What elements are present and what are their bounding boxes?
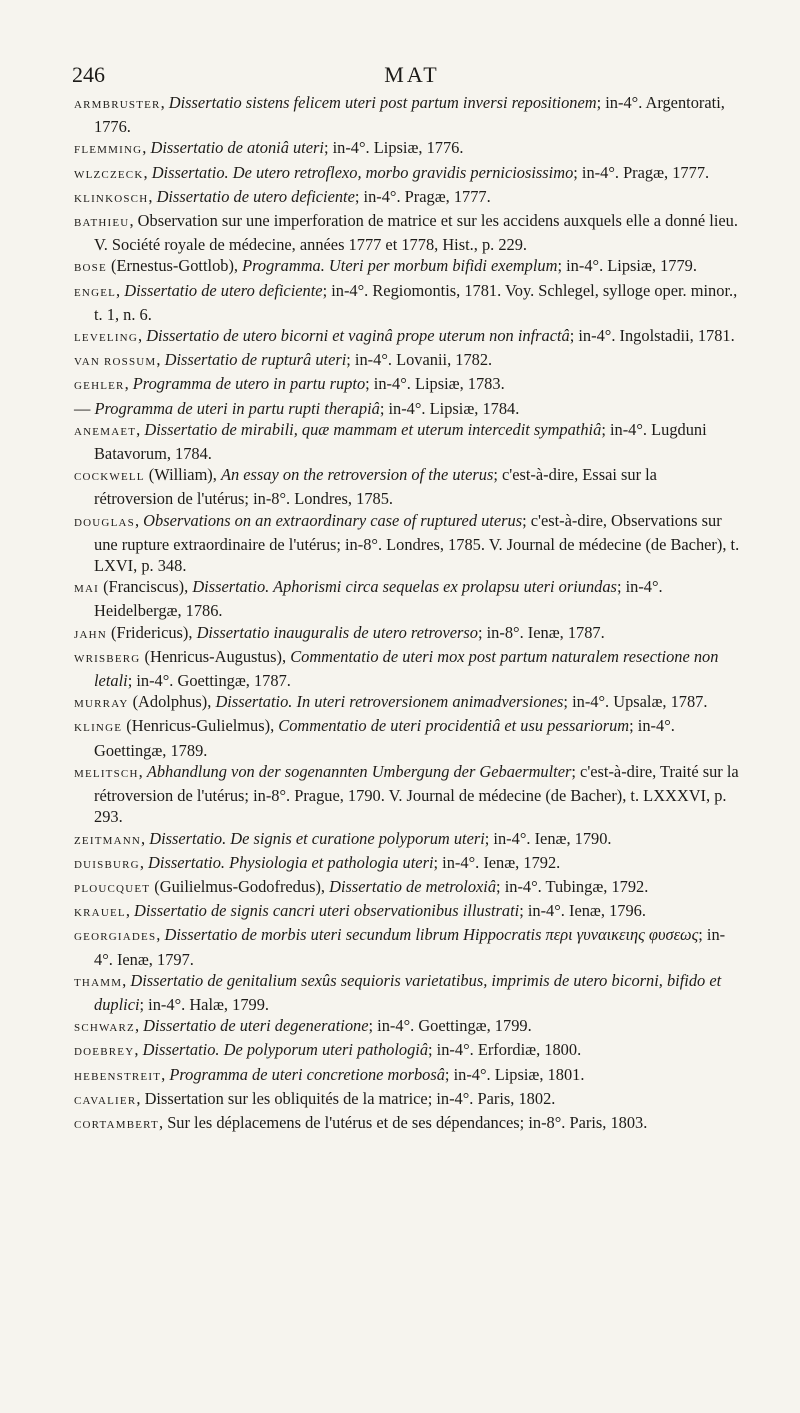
bibliography-entry — [74, 852, 740, 876]
entry-title: Dissertatio de mirabili, quæ mammam et uterum intercedit sympathiâ — [144, 419, 602, 439]
entry-details: ; c'est-à-dire, Observations sur une rupture extraordinaire de l'utérus; in-8°. Londres, 1785. V. Journal de médecine (de Bacher), t. LXVI, p. 348. — [94, 510, 740, 576]
entry-title: Dissertatio. Aphorismi circa sequelas ex prolapsu uteri oriundas — [192, 577, 617, 597]
bibliography-entry — [74, 924, 740, 969]
bibliography-entry — [74, 162, 740, 186]
entry-details: ; c'est-à-dire, Essai sur la rétroversion de l'utérus; in-8°. Londres, 1785. — [94, 465, 657, 509]
entry-details: ; in-4°. Ienæ, 1790. — [484, 828, 612, 848]
entry-separator: , — [156, 925, 165, 945]
entry-author: FLEMMING — [74, 144, 143, 157]
page-header — [72, 62, 752, 92]
entry-details: ; in-4°. Goettingæ, 1787. — [127, 671, 291, 691]
entry-details: Dissertation sur les obliquités de la matrice; in-4°. Paris, 1802. — [144, 1088, 556, 1108]
entry-separator: (William), — [144, 465, 221, 485]
entry-author: HEBENSTREIT — [74, 1070, 162, 1083]
entry-title: Dissertatio sistens felicem uteri post partum inversi repositionem — [168, 93, 597, 112]
entry-separator: , — [142, 138, 151, 158]
entry-author: ZEITMANN — [74, 834, 142, 847]
entry-author: SCHWARZ — [74, 1022, 135, 1035]
entry-author: KRAUEL — [74, 907, 126, 920]
entry-details: ; in-4°. Ienæ, 1792. — [433, 852, 561, 872]
entry-author: THAMM — [74, 976, 123, 989]
entry-details: ; in-4°. Halæ, 1799. — [139, 994, 270, 1014]
entry-details: ; in-4°. Upsalæ, 1787. — [563, 692, 708, 712]
entry-details: ; in-4°. Ienæ, 1797. — [94, 925, 726, 969]
entry-title: Dissertatio de utero bicorni et vaginâ prope uterum non infractâ — [146, 326, 570, 346]
entry-author: KLINKOSCH — [74, 192, 149, 205]
entry-author: PLOUCQUET — [74, 882, 151, 895]
entry-separator: (Henricus-Augustus), — [140, 646, 291, 666]
entry-title: Dissertatio de utero deficiente — [124, 280, 323, 300]
bibliography-entry — [74, 210, 740, 255]
entry-author: BOSE — [74, 262, 107, 275]
running-head: MAT — [384, 62, 440, 87]
entry-author: CAVALIER — [74, 1094, 137, 1107]
entry-author: JAHN — [74, 628, 107, 641]
entry-separator: (Fridericus), — [106, 622, 197, 642]
entry-title: Dissertatio. Physiologia et pathologia uteri — [148, 852, 434, 872]
bibliography-entry — [74, 280, 740, 325]
bibliography-entry — [74, 622, 740, 646]
bibliography-entry — [74, 576, 740, 621]
bibliography-entry — [74, 92, 740, 137]
entry-separator: , — [160, 93, 169, 112]
bibliography-entry — [74, 1088, 740, 1112]
entry-title: Dissertatio de genitalium sexûs sequioris varietatibus, imprimis de utero bicorni, bifido et duplici — [94, 970, 722, 1014]
entry-details: Sur les déplacemens de l'utérus et de ses dépendances; in-8°. Paris, 1803. — [167, 1112, 648, 1132]
entry-title: Dissertatio de rupturâ uteri — [164, 350, 347, 370]
entry-details: ; in-4°. Ingolstadii, 1781. — [569, 326, 735, 346]
entry-details: ; in-4°. Lipsiæ, 1779. — [557, 256, 697, 276]
entry-title: Programma de utero in partu rupto — [132, 374, 366, 394]
entry-separator: (Henricus-Gulielmus), — [122, 716, 279, 736]
entry-author: KLINGE — [74, 722, 123, 735]
entry-author: ANEMAET — [74, 425, 137, 438]
entry-title: Commentatio de uteri mox post partum naturalem resectione non letali — [94, 646, 719, 691]
entry-author: DUISBURG — [74, 858, 140, 871]
entry-author: WLZCZECK — [74, 168, 144, 181]
entry-title: Dissertatio. De signis et curatione polyporum uteri — [149, 828, 485, 848]
entry-details: ; in-4°. Heidelbergæ, 1786. — [94, 577, 663, 621]
entry-separator: , — [136, 419, 145, 439]
bibliography-entry — [74, 186, 740, 210]
entry-separator: , — [141, 828, 150, 848]
bibliography-entry — [74, 373, 740, 397]
entry-author: BATHIEU — [74, 217, 130, 230]
bibliography-entry — [74, 900, 740, 924]
bibliography-entry — [74, 876, 740, 900]
entry-separator: , — [137, 326, 147, 346]
entry-details: ; in-4°. Lipsiæ, 1801. — [444, 1064, 585, 1084]
entry-author: MAI — [74, 583, 99, 596]
entry-separator: , — [156, 350, 165, 370]
bibliography-entry — [74, 691, 740, 715]
bibliography-list — [74, 92, 740, 1136]
entry-separator: , — [161, 1064, 170, 1084]
entry-title: Dissertatio. De polyporum uteri pathologiâ — [142, 1040, 429, 1060]
entry-details: ; in-4°. Goettingæ, 1799. — [368, 1016, 532, 1036]
entry-details: ; in-4°. Regiomontis, 1781. Voy. Schlegel, sylloge oper. minor., t. 1, n. 6. — [94, 280, 738, 324]
bibliography-entry — [74, 828, 740, 852]
entry-separator: , — [134, 1016, 144, 1036]
entry-author: DOUGLAS — [74, 516, 135, 529]
entry-separator: , — [138, 761, 147, 781]
entry-author: DOEBREY — [74, 1046, 135, 1059]
entry-author: LEVELING — [74, 332, 138, 345]
entry-details: ; in-4°. Pragæ, 1777. — [354, 186, 491, 206]
entry-separator: , — [139, 852, 149, 872]
entry-author: COCKWELL — [74, 471, 145, 484]
bibliography-entry — [74, 1064, 740, 1088]
entry-title: Observations on an extraordinary case of ruptured uterus — [143, 510, 523, 530]
entry-title: Programma de uteri in partu rupti therapiâ — [94, 398, 380, 418]
entry-title: Dissertatio de morbis uteri secundum librum Hippocratis περι γυναικειης φυσεως — [164, 925, 699, 945]
entry-separator: , — [125, 901, 135, 921]
entry-title: Programma de uteri concretione morbosâ — [169, 1064, 445, 1084]
bibliography-entry — [74, 137, 740, 161]
page-number: 246 — [72, 62, 105, 87]
entry-details: ; in-4°. Pragæ, 1777. — [573, 162, 710, 182]
bibliography-entry — [74, 1112, 740, 1136]
bibliography-entry — [74, 1039, 740, 1063]
entry-separator: — — [74, 398, 95, 418]
entry-title: Dissertatio de atoniâ uteri — [150, 138, 324, 158]
entry-title: Dissertatio de signis cancri uteri observationibus illustrati — [134, 901, 520, 921]
entry-details: ; in-4°. Lovanii, 1782. — [346, 350, 493, 370]
entry-separator: , — [136, 1088, 145, 1108]
entry-separator: , — [134, 510, 144, 530]
entry-author: ARMBRUSTER — [74, 99, 161, 111]
entry-separator: , — [158, 1112, 168, 1132]
bibliography-entry — [74, 646, 740, 691]
entry-title: An essay on the retroversion of the uterus — [220, 465, 494, 485]
entry-separator: , — [116, 280, 125, 300]
entry-details: ; in-4°. Lipsiæ, 1783. — [365, 374, 505, 394]
entry-title: Dissertatio de utero deficiente — [156, 186, 355, 206]
bibliography-entry — [74, 1015, 740, 1039]
entry-separator: , — [124, 374, 133, 394]
entry-details: ; in-4°. Lipsiæ, 1784. — [379, 398, 520, 418]
entry-separator: (Ernestus-Gottlob), — [106, 256, 243, 276]
bibliography-entry — [74, 419, 740, 464]
entry-author: MELITSCH — [74, 767, 139, 780]
bibliography-entry — [74, 325, 740, 349]
entry-title: Dissertatio. In uteri retroversionem animadversiones — [215, 692, 564, 712]
entry-author: WRISBERG — [74, 652, 141, 665]
entry-details: ; in-4°. Lipsiæ, 1776. — [323, 138, 464, 158]
entry-author: GEHLER — [74, 380, 125, 393]
bibliography-entry — [74, 398, 740, 419]
entry-title: Dissertatio de uteri degeneratione — [143, 1016, 369, 1036]
entry-author: MURRAY — [74, 698, 129, 711]
entry-separator: (Franciscus), — [99, 577, 193, 597]
entry-details: ; c'est-à-dire, Traité sur la rétroversion de l'utérus; in-8°. Prague, 1790. V. Journal de médecine (de Bacher), t. LXXXVI, p. 293. — [94, 761, 739, 827]
entry-title: Dissertatio. De utero retroflexo, morbo gravidis perniciosissimo — [151, 162, 574, 182]
entry-author: VAN ROSSUM — [74, 356, 157, 369]
entry-author: GEORGIADES — [74, 931, 157, 944]
entry-details: ; in-4°. Ienæ, 1796. — [519, 901, 646, 921]
bibliography-entry — [74, 349, 740, 373]
bibliography-entry — [74, 464, 740, 509]
entry-separator: (Guilielmus-Godofredus), — [150, 876, 330, 896]
entry-separator: , — [129, 211, 138, 231]
entry-details: ; in-4°. Goettingæ, 1789. — [94, 716, 675, 760]
bibliography-entry — [74, 510, 740, 577]
entry-separator: , — [148, 186, 157, 206]
entry-separator: , — [143, 162, 152, 182]
entry-separator: , — [134, 1040, 143, 1060]
entry-details: Observation sur une imperforation de matrice et sur les accidens auxquels elle a donné lieu. V. Société royale de médecine, années 1777 et 1778, Hist., p. 229. — [94, 211, 738, 255]
entry-title: Dissertatio inauguralis de utero retroverso — [196, 622, 478, 642]
entry-title: Commentatio de uteri procidentiâ et usu pessariorum — [278, 716, 630, 736]
entry-title: Dissertatio de metroloxiâ — [329, 876, 497, 896]
bibliography-entry — [74, 255, 740, 279]
entry-details: ; in-4°. Lugduni Batavorum, 1784. — [94, 419, 707, 464]
bibliography-entry — [74, 761, 740, 828]
entry-details: ; in-8°. Ienæ, 1787. — [477, 622, 605, 642]
entry-author: CORTAMBERT — [74, 1118, 159, 1131]
entry-details: ; in-4°. Argentorati, 1776. — [94, 93, 725, 137]
bibliography-entry — [74, 970, 740, 1015]
entry-title: Abhandlung von der sogenannten Umbergung der Gebaermulter — [146, 761, 572, 781]
entry-title: Programma. Uteri per morbum bifidi exemplum — [242, 256, 558, 276]
entry-separator: (Adolphus), — [128, 692, 216, 712]
bibliography-entry — [74, 715, 740, 760]
entry-separator: , — [122, 970, 131, 990]
entry-details: ; in-4°. Erfordiæ, 1800. — [428, 1040, 582, 1060]
entry-author: ENGEL — [74, 286, 117, 299]
entry-details: ; in-4°. Tubingæ, 1792. — [496, 876, 649, 896]
